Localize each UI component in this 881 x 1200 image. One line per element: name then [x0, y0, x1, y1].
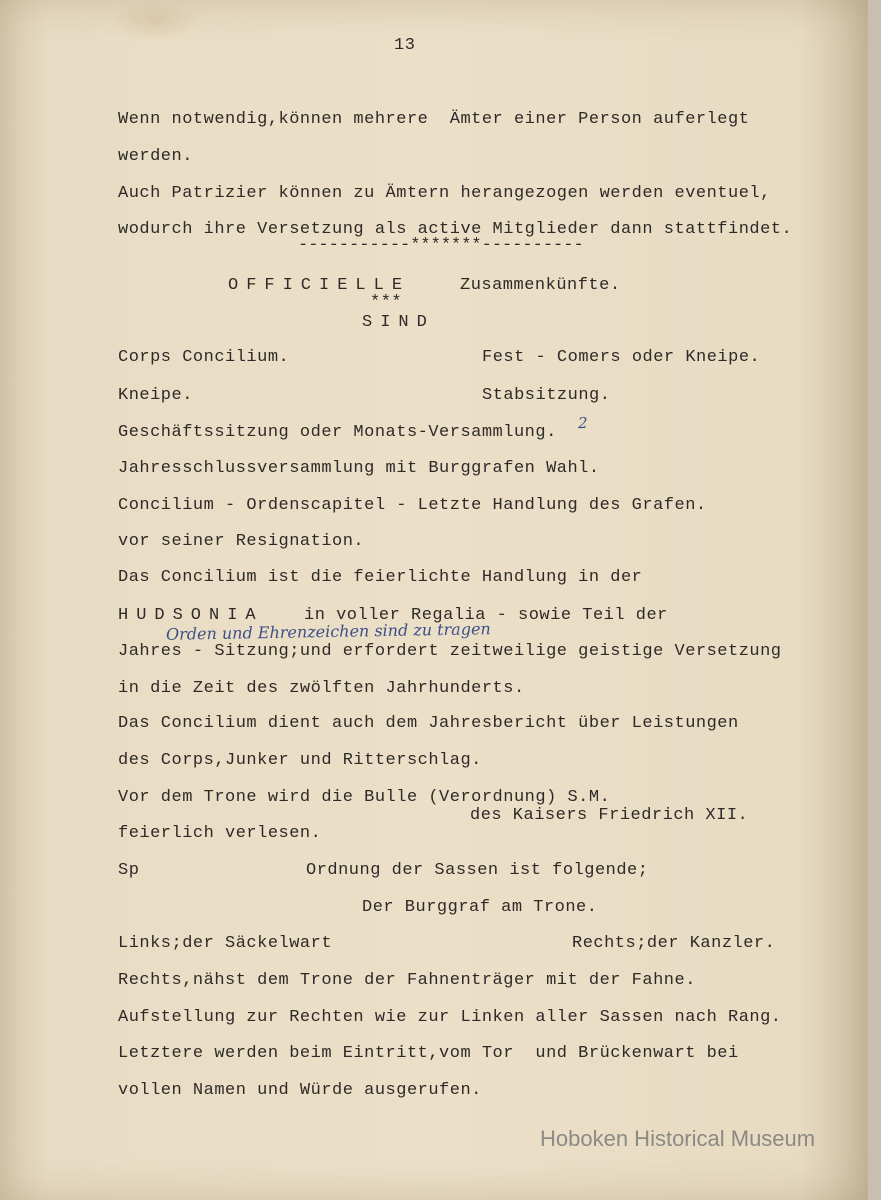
- text-rechts-kanzler: Rechts;der Kanzler.: [572, 934, 776, 953]
- item-kneipe: Kneipe.: [118, 386, 193, 405]
- item-corps-concilium: Corps Concilium.: [118, 348, 290, 367]
- handwritten-margin-mark: 2: [577, 413, 588, 433]
- text-burggraf: Der Burggraf am Trone.: [362, 898, 598, 917]
- item-geschaeftssitzung: Geschäftssitzung oder Monats-Versammlung.: [118, 423, 557, 442]
- text-links: Links;der Säckelwart: [118, 934, 333, 953]
- item-concilium-orden: Concilium - Ordenscapitel - Letzte Handlung des Grafen.: [118, 496, 707, 515]
- handwritten-annotation: Orden und Ehrenzeichen sind zu tragen: [165, 619, 491, 644]
- item-jahresschluss: Jahresschlussversammlung mit Burggrafen Wahl.: [118, 459, 600, 478]
- heading-officielle: OFFICIELLE: [228, 276, 411, 295]
- text-vor-seiner: vor seiner Resignation.: [118, 532, 365, 551]
- text-das-concilium: Das Concilium ist die feierlichte Handlung in der: [118, 568, 643, 587]
- text-vor-dem-trone: Vor dem Trone wird die Bulle (Verordnung) S.M.: [118, 788, 611, 807]
- text-rechts-fahne: Rechts,nähst dem Trone der Fahnenträger mit der Fahne.: [118, 971, 696, 990]
- text-sp: Sp: [118, 861, 140, 880]
- scan-edge: [868, 0, 881, 1200]
- heading-stars: ***: [370, 293, 403, 312]
- text-aufstellung: Aufstellung zur Rechten wie zur Linken aller Sassen nach Rang.: [118, 1008, 782, 1027]
- text-des-corps: des Corps,Junker und Ritterschlag.: [118, 751, 482, 770]
- paper-stain: [110, 0, 200, 40]
- text-feierlich: feierlich verlesen.: [118, 824, 322, 843]
- heading-sind: SIND: [362, 313, 435, 332]
- heading-zusammenkuenfte: Zusammenkünfte.: [460, 276, 621, 295]
- text-hudsonia: HUDSONIA: [118, 606, 264, 625]
- separator-rule: -----------*******----------: [298, 236, 584, 255]
- text-dient-auch: Das Concilium dient auch dem Jahresbericht über Leistungen: [118, 714, 739, 733]
- page-number: 13: [394, 36, 416, 55]
- text-line-1: Wenn notwendig,können mehrere Ämter einer Person auferlegt: [118, 110, 750, 129]
- text-letztere: Letztere werden beim Eintritt,vom Tor und Brückenwart bei: [118, 1044, 739, 1063]
- item-fest-comers: Fest - Comers oder Kneipe.: [482, 348, 761, 367]
- museum-watermark: Hoboken Historical Museum: [540, 1126, 816, 1151]
- text-regalia: in voller Regalia - sowie Teil der: [304, 606, 668, 625]
- text-line-4: wodurch ihre Versetzung als active Mitglieder dann stattfindet.: [118, 220, 793, 239]
- text-ordnung: Ordnung der Sassen ist folgende;: [306, 861, 649, 880]
- text-in-die-zeit: in die Zeit des zwölften Jahrhunderts.: [118, 679, 525, 698]
- text-jahres-sitzung: Jahres - Sitzung;und erfordert zeitweilige geistige Versetzung: [118, 642, 782, 661]
- item-stabsitzung: Stabsitzung.: [482, 386, 611, 405]
- text-vollen-namen: vollen Namen und Würde ausgerufen.: [118, 1081, 482, 1100]
- text-line-2: werden.: [118, 147, 193, 166]
- text-des-kaisers: des Kaisers Friedrich XII.: [470, 806, 749, 825]
- text-line-3: Auch Patrizier können zu Ämtern herangezogen werden eventuel,: [118, 184, 771, 203]
